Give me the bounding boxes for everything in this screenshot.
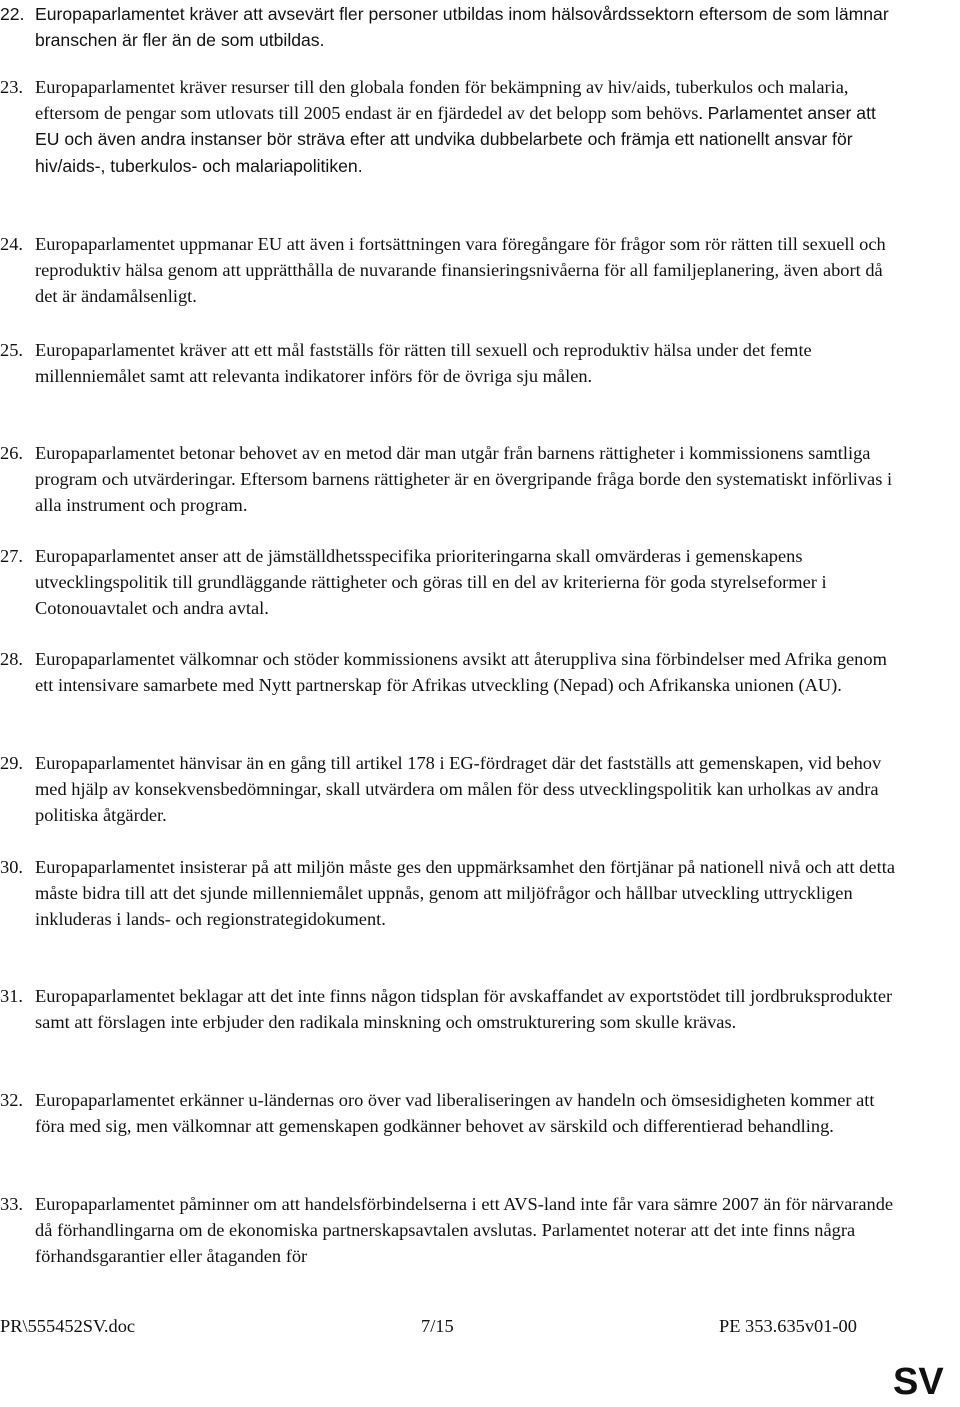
paragraph-23 bbox=[0, 74, 900, 179]
paragraph-text: Europaparlamentet kräver att avsevärt fler personer utbildas inom hälsovårdssektorn eftersom de som lämnar branschen är fler än de som utbildas. bbox=[35, 4, 889, 51]
paragraph-number: 25. bbox=[0, 340, 23, 360]
paragraph-number: 27. bbox=[0, 546, 23, 566]
paragraph-text: Europaparlamentet uppmanar EU att även i fortsättningen vara föregångare för frågor som rör rätten till sexuell och reproduktiv hälsa genom att upprätthålla de nuvarande finansieringsnivåerna för all familjeplanering, även abort då det är ändamålsenligt. bbox=[35, 234, 886, 307]
paragraph-31 bbox=[0, 983, 900, 1035]
paragraph-number: 24. bbox=[0, 234, 23, 254]
footer-document-reference: PR\555452SV.doc bbox=[0, 1316, 136, 1336]
paragraph-number: 22. bbox=[0, 4, 25, 24]
paragraph-number: 29. bbox=[0, 753, 23, 773]
paragraph-text: Europaparlamentet påminner om att handelsförbindelserna i ett AVS-land inte får vara sämre 2007 än för närvarande då förhandlingarna om de ekonomiska partnerskapsavtalen avslutas. Parlamentet noterar att det inte finns några förhandsgarantier eller åtaganden för bbox=[35, 1194, 894, 1267]
paragraph-text: Europaparlamentet erkänner u-ländernas oro över vad liberaliseringen av handeln och ömsesidigheten kommer att föra med sig, men välkomnar att gemenskapen godkänner behovet av särskild och differentierad behandling. bbox=[35, 1090, 875, 1137]
paragraph-text: Europaparlamentet betonar behovet av en metod där man utgår från barnens rättigheter i kommissionens samtliga program och utvärderingar. Eftersom barnens rättigheter är en övergripande fråga borde den systematiskt införlivas i alla instrument och program. bbox=[35, 443, 893, 516]
paragraph-number: 30. bbox=[0, 857, 23, 877]
paragraph-number: 23. bbox=[0, 77, 23, 97]
language-code-badge: SV bbox=[893, 1361, 944, 1403]
paragraph-32 bbox=[0, 1087, 900, 1139]
paragraph-text: Europaparlamentet kräver att ett mål fastställs för rätten till sexuell och reproduktiv hälsa under det femte millenniemålet samt att relevanta indikatorer införs för de övriga sju målen. bbox=[35, 340, 812, 387]
paragraph-number: 28. bbox=[0, 649, 23, 669]
paragraph-text: Europaparlamentet hänvisar än en gång till artikel 178 i EG-fördraget där det fastställs att gemenskapen, vid behov med hjälp av konsekvensbedömningar, skall utvärdera om målen för dess utvecklingspolitik kan urholkas av andra politiska åtgärder. bbox=[35, 753, 882, 826]
paragraph-text: Europaparlamentet anser att de jämställdhetsspecifika prioriteringarna skall omvärderas i gemenskapens utvecklingspolitik till grundläggande rättigheter och göras till en del av kriterierna för goda styrelseformer i Cotonouavtalet och andra avtal. bbox=[35, 546, 827, 619]
paragraph-30 bbox=[0, 854, 900, 933]
paragraph-number: 32. bbox=[0, 1090, 23, 1110]
paragraph-22 bbox=[0, 1, 900, 53]
paragraph-33 bbox=[0, 1191, 900, 1270]
paragraph-number: 33. bbox=[0, 1194, 23, 1214]
paragraph-number: 31. bbox=[0, 986, 23, 1006]
paragraph-text: Europaparlamentet välkomnar och stöder kommissionens avsikt att återuppliva sina förbindelser med Afrika genom ett intensivare samarbete med Nytt partnerskap för Afrikas utveckling (Nepad) och Afrikanska unionen (AU). bbox=[35, 649, 887, 696]
paragraph-29 bbox=[0, 750, 900, 829]
paragraph-text-part-b: Parlamentet anser att EU och även andra instanser bör sträva efter att undvika dubbelarbete och främja ett nationellt ansvar för hiv/aids-, tuberkulos- och malariapolitiken. bbox=[35, 103, 876, 176]
paragraph-24 bbox=[0, 231, 900, 310]
paragraph-27 bbox=[0, 543, 900, 622]
paragraph-28 bbox=[0, 646, 900, 698]
paragraph-26 bbox=[0, 440, 900, 519]
paragraph-text: Europaparlamentet insisterar på att miljön måste ges den uppmärksamhet den förtjänar på nationell nivå och att detta måste bidra till att det sjunde millenniemålet uppnås, genom att miljöfrågor och hållbar utveckling uttryckligen inkluderas i lands- och regionstrategidokument. bbox=[35, 857, 895, 930]
paragraph-text-part-a: Europaparlamentet kräver resurser till den globala fonden för bekämpning av hiv/aids, tuberkulos och malaria, eftersom de pengar som utlovats till 2005 endast är en fjärdedel av det belopp som behövs. bbox=[35, 77, 849, 124]
paragraph-25 bbox=[0, 337, 900, 389]
paragraph-text: Europaparlamentet beklagar att det inte finns någon tidsplan för avskaffandet av exportstödet till jordbruksprodukter samt att förslagen inte erbjuder den radikala minskning och omstrukturering som skulle krävas. bbox=[35, 986, 893, 1033]
paragraph-number: 26. bbox=[0, 443, 23, 463]
footer-pe-reference: PE 353.635v01-00 bbox=[719, 1316, 857, 1336]
footer-page-number: 7/15 bbox=[421, 1316, 454, 1336]
